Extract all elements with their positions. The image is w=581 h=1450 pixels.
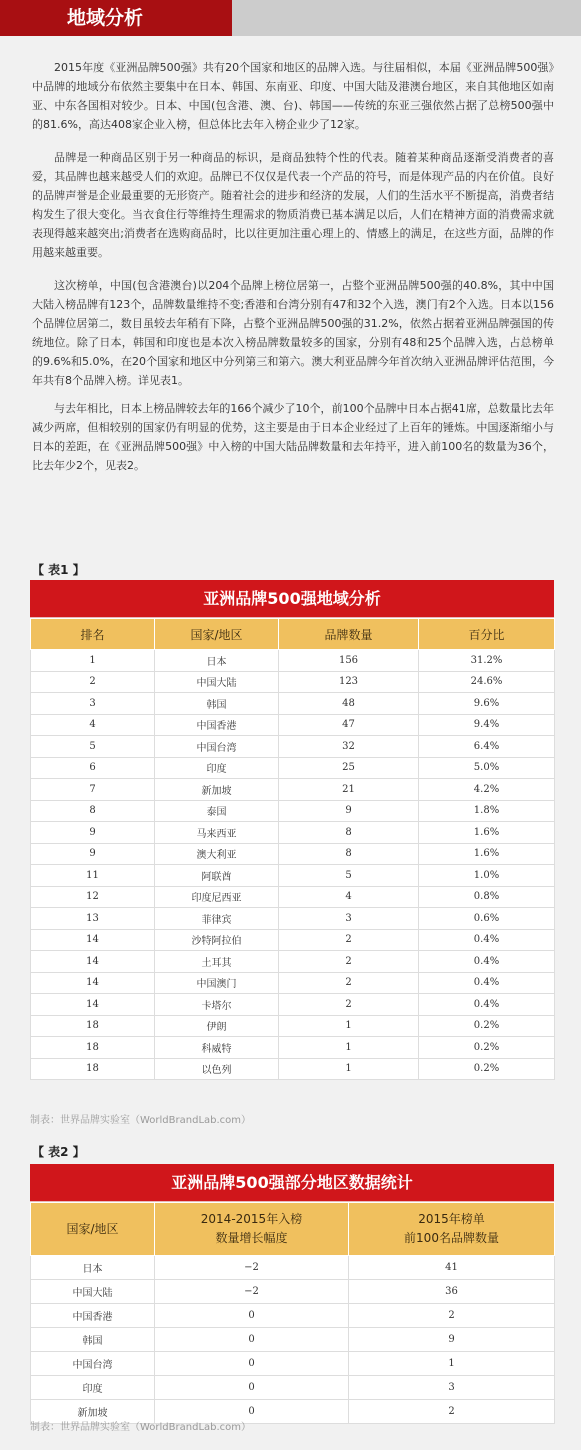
table2-cell: 36 bbox=[349, 1280, 555, 1304]
table-row bbox=[31, 929, 555, 951]
table2-title: 亚洲品牌500强部分地区数据统计 bbox=[30, 1164, 554, 1202]
table-row bbox=[31, 994, 555, 1016]
table2-cell: 2 bbox=[349, 1304, 555, 1328]
table-row bbox=[31, 714, 555, 736]
table1-cell: 2 bbox=[279, 951, 419, 973]
table2-header-cell bbox=[155, 1203, 349, 1256]
paragraph-2: 品牌是一种商品区别于另一种商品的标识，是商品独特个性的代表。随着某种商品逐渐受消费者的喜爱，其品牌也越来越受人们的欢迎。品牌已不仅仅是代表一个产品的符号，而是体现产品的内在价值。良好的品牌声誉是企业最重要的无形资产。随着社会的进步和经济的发展，人们的生活水平不断提高，消费者结构发生了很大变化。当衣食住行等维持生理需求的物质消费已基本满足以后，人们在精神方面的消费需求就表现得越来越突出;消费者在选购商品时，比以往更加注重心理上的、情感上的满足，在这些方面，品牌的作用越来越重要。 bbox=[32, 151, 554, 259]
table1-cell: 中国大陆 bbox=[155, 671, 279, 693]
table2-cell: 0 bbox=[155, 1328, 349, 1352]
table2-cell: 日本 bbox=[31, 1256, 155, 1280]
table-row bbox=[31, 671, 555, 693]
table1-cell: 1 bbox=[279, 1015, 419, 1037]
table1-cell: 新加坡 bbox=[155, 779, 279, 801]
table1-cell: 24.6% bbox=[419, 671, 555, 693]
table1-cell: 1.8% bbox=[419, 800, 555, 822]
table1-cell: 11 bbox=[31, 865, 155, 887]
table1-cell: 123 bbox=[279, 671, 419, 693]
table1-cell: 科威特 bbox=[155, 1037, 279, 1059]
table1-cell: 1 bbox=[31, 650, 155, 672]
table-row bbox=[31, 843, 555, 865]
table2-cell: 中国台湾 bbox=[31, 1352, 155, 1376]
table2-cell: −2 bbox=[155, 1256, 349, 1280]
table-row bbox=[31, 972, 555, 994]
table1-cell: 4 bbox=[31, 714, 155, 736]
table1-cell: 3 bbox=[279, 908, 419, 930]
table1-cell: 日本 bbox=[155, 650, 279, 672]
table2-cell: 41 bbox=[349, 1256, 555, 1280]
table1-cell: 沙特阿拉伯 bbox=[155, 929, 279, 951]
table1-cell: 5 bbox=[279, 865, 419, 887]
table-row bbox=[31, 1037, 555, 1059]
paragraph-1: 2015年度《亚洲品牌500强》共有20个国家和地区的品牌入选。与往届相似，本届《亚洲品牌500强》中品牌的地域分布依然主要集中在日本、韩国、东南亚、印度、中国大陆及港澳台地区，来自其他地区如南亚、中东各国相对较少。日本、中国(包含港、澳、台)、韩国——传统的东亚三强依然占据了总榜500强中的81.6%，高达408家企业入榜，但总体比去年入榜企业少了12家。 bbox=[32, 61, 554, 131]
table2-label: 【 表2 】 bbox=[32, 1145, 85, 1159]
table2-cell: 新加坡 bbox=[31, 1400, 155, 1424]
table2 bbox=[30, 1164, 554, 1424]
article-body bbox=[32, 58, 554, 475]
table1-cell: 0.6% bbox=[419, 908, 555, 930]
table1-cell: 印度尼西亚 bbox=[155, 886, 279, 908]
table1-cell: 9.6% bbox=[419, 693, 555, 715]
table1-cell: 0.2% bbox=[419, 1015, 555, 1037]
paragraph-3: 这次榜单，中国(包含港澳台)以204个品牌上榜位居第一，占整个亚洲品牌500强的40.8%，其中中国大陆入榜品牌有123个，品牌数量维持不变;香港和台湾分别有47和32个入选，澳门有2个入选。日本以156个品牌位居第二，数目虽较去年稍有下降，占整个亚洲品牌500强的31.2%，依然占据着亚洲品牌强国的传统地位。除了日本，韩国和印度也是本次入榜品牌数量较多的国家，分别有48和25个品牌入选，占总榜单的9.6%和5.0%，在20个国家和地区中分列第三和第六。澳大利亚品牌今年首次纳入亚洲品牌评估范围，今年共有8个品牌入榜。详见表1。 bbox=[32, 279, 554, 387]
table1-cell: 1 bbox=[279, 1037, 419, 1059]
table1-cell: 4 bbox=[279, 886, 419, 908]
table2-cell: −2 bbox=[155, 1280, 349, 1304]
table1-cell: 菲律宾 bbox=[155, 908, 279, 930]
table1-cell: 32 bbox=[279, 736, 419, 758]
table1-cell: 卡塔尔 bbox=[155, 994, 279, 1016]
table2-cell: 2 bbox=[349, 1400, 555, 1424]
table1-label: 【 表1 】 bbox=[32, 563, 85, 577]
table1-cell: 印度 bbox=[155, 757, 279, 779]
table2-header-line: 国家/地区 bbox=[66, 1221, 119, 1236]
table1-cell: 9 bbox=[279, 800, 419, 822]
table-row bbox=[31, 1304, 555, 1328]
table1-cell: 25 bbox=[279, 757, 419, 779]
table-row bbox=[31, 779, 555, 801]
table1-cell: 中国香港 bbox=[155, 714, 279, 736]
table2-header-line: 数量增长幅度 bbox=[215, 1231, 288, 1245]
table-row bbox=[31, 1256, 555, 1280]
table1-source: 制表：世界品牌实验室（WorldBrandLab.com） bbox=[30, 1115, 252, 1126]
table1-cell: 0.2% bbox=[419, 1037, 555, 1059]
table1-cell: 18 bbox=[31, 1037, 155, 1059]
table1-cell: 48 bbox=[279, 693, 419, 715]
table2-header-cell bbox=[31, 1203, 155, 1256]
table2-header-line: 2015年榜单 bbox=[418, 1212, 485, 1226]
table1-cell: 土耳其 bbox=[155, 951, 279, 973]
table1-cell: 0.4% bbox=[419, 929, 555, 951]
table1-cell: 14 bbox=[31, 929, 155, 951]
table2-cell: 中国大陆 bbox=[31, 1280, 155, 1304]
table1-header-cell: 品牌数量 bbox=[279, 619, 419, 650]
table1-cell: 9 bbox=[31, 822, 155, 844]
table1-cell: 156 bbox=[279, 650, 419, 672]
table-row bbox=[31, 1328, 555, 1352]
table1-title: 亚洲品牌500强地域分析 bbox=[30, 580, 554, 618]
table-row bbox=[31, 886, 555, 908]
table-row bbox=[31, 736, 555, 758]
table1-cell: 0.8% bbox=[419, 886, 555, 908]
table1-cell: 2 bbox=[279, 929, 419, 951]
table-row bbox=[31, 1058, 555, 1080]
table-row bbox=[31, 693, 555, 715]
table1-cell: 马来西亚 bbox=[155, 822, 279, 844]
paragraph-4: 与去年相比，日本上榜品牌较去年的166个减少了10个，前100个品牌中日本占据41席，总数量比去年减少两席，但相较别的国家仍有明显的优势，这主要是由于日本企业经过了上百年的锤炼。中国逐渐缩小与日本的差距，在《亚洲品牌500强》中入榜的中国大陆品牌数量和去年持平，进入前100名的数量为36个，比去年少2个，见表2。 bbox=[32, 402, 554, 472]
table1-cell: 4.2% bbox=[419, 779, 555, 801]
table-row bbox=[31, 800, 555, 822]
table1-cell: 18 bbox=[31, 1015, 155, 1037]
table2-cell: 0 bbox=[155, 1376, 349, 1400]
table1-cell: 以色列 bbox=[155, 1058, 279, 1080]
table1-cell: 9 bbox=[31, 843, 155, 865]
table1-cell: 2 bbox=[31, 671, 155, 693]
table1-cell: 6 bbox=[31, 757, 155, 779]
table1-cell: 0.4% bbox=[419, 972, 555, 994]
table1-cell: 0.4% bbox=[419, 951, 555, 973]
table-row bbox=[31, 908, 555, 930]
table1-cell: 泰国 bbox=[155, 800, 279, 822]
table1-header-cell: 百分比 bbox=[419, 619, 555, 650]
table-row bbox=[31, 1280, 555, 1304]
table1-cell: 2 bbox=[279, 994, 419, 1016]
table1-cell: 5 bbox=[31, 736, 155, 758]
table1-cell: 韩国 bbox=[155, 693, 279, 715]
table-row bbox=[31, 650, 555, 672]
table1-cell: 1 bbox=[279, 1058, 419, 1080]
table1-cell: 14 bbox=[31, 994, 155, 1016]
table1-cell: 7 bbox=[31, 779, 155, 801]
table-row bbox=[31, 1015, 555, 1037]
table1-cell: 3 bbox=[31, 693, 155, 715]
table1-cell: 0.4% bbox=[419, 994, 555, 1016]
table1-cell: 18 bbox=[31, 1058, 155, 1080]
table1-cell: 13 bbox=[31, 908, 155, 930]
table-row bbox=[31, 1376, 555, 1400]
table1-cell: 中国澳门 bbox=[155, 972, 279, 994]
table-row bbox=[31, 951, 555, 973]
table1-cell: 12 bbox=[31, 886, 155, 908]
table2-header-line: 2014-2015年入榜 bbox=[200, 1212, 303, 1226]
table1-cell: 中国台湾 bbox=[155, 736, 279, 758]
table1-header-cell: 排名 bbox=[31, 619, 155, 650]
table1-cell: 14 bbox=[31, 972, 155, 994]
table2-cell: 9 bbox=[349, 1328, 555, 1352]
table1-cell: 47 bbox=[279, 714, 419, 736]
table1-cell: 伊朗 bbox=[155, 1015, 279, 1037]
table1-cell: 1.6% bbox=[419, 843, 555, 865]
table1-cell: 6.4% bbox=[419, 736, 555, 758]
table2-cell: 0 bbox=[155, 1304, 349, 1328]
table1-cell: 1.0% bbox=[419, 865, 555, 887]
table2-header-line: 前100名品牌数量 bbox=[404, 1231, 499, 1245]
table1-cell: 阿联酋 bbox=[155, 865, 279, 887]
table1-cell: 0.2% bbox=[419, 1058, 555, 1080]
table1-cell: 8 bbox=[31, 800, 155, 822]
table-row bbox=[31, 865, 555, 887]
section-title: 地域分析 bbox=[0, 0, 232, 36]
table-row bbox=[31, 1352, 555, 1376]
table2-cell: 0 bbox=[155, 1352, 349, 1376]
table1 bbox=[30, 580, 554, 1080]
table2-cell: 1 bbox=[349, 1352, 555, 1376]
table2-grid bbox=[30, 1202, 555, 1424]
table2-cell: 0 bbox=[155, 1400, 349, 1424]
table1-cell: 21 bbox=[279, 779, 419, 801]
table1-cell: 1.6% bbox=[419, 822, 555, 844]
table2-cell: 3 bbox=[349, 1376, 555, 1400]
table1-grid bbox=[30, 618, 555, 1080]
table1-cell: 澳大利亚 bbox=[155, 843, 279, 865]
table-row bbox=[31, 822, 555, 844]
table1-cell: 5.0% bbox=[419, 757, 555, 779]
table1-header-cell: 国家/地区 bbox=[155, 619, 279, 650]
table1-cell: 8 bbox=[279, 822, 419, 844]
table2-source: 制表：世界品牌实验室（WorldBrandLab.com） bbox=[30, 1422, 252, 1433]
table2-cell: 印度 bbox=[31, 1376, 155, 1400]
table1-cell: 9.4% bbox=[419, 714, 555, 736]
table1-cell: 8 bbox=[279, 843, 419, 865]
table2-cell: 韩国 bbox=[31, 1328, 155, 1352]
table-row bbox=[31, 757, 555, 779]
table2-header-cell bbox=[349, 1203, 555, 1256]
table1-cell: 14 bbox=[31, 951, 155, 973]
table1-cell: 2 bbox=[279, 972, 419, 994]
table2-cell: 中国香港 bbox=[31, 1304, 155, 1328]
table1-cell: 31.2% bbox=[419, 650, 555, 672]
